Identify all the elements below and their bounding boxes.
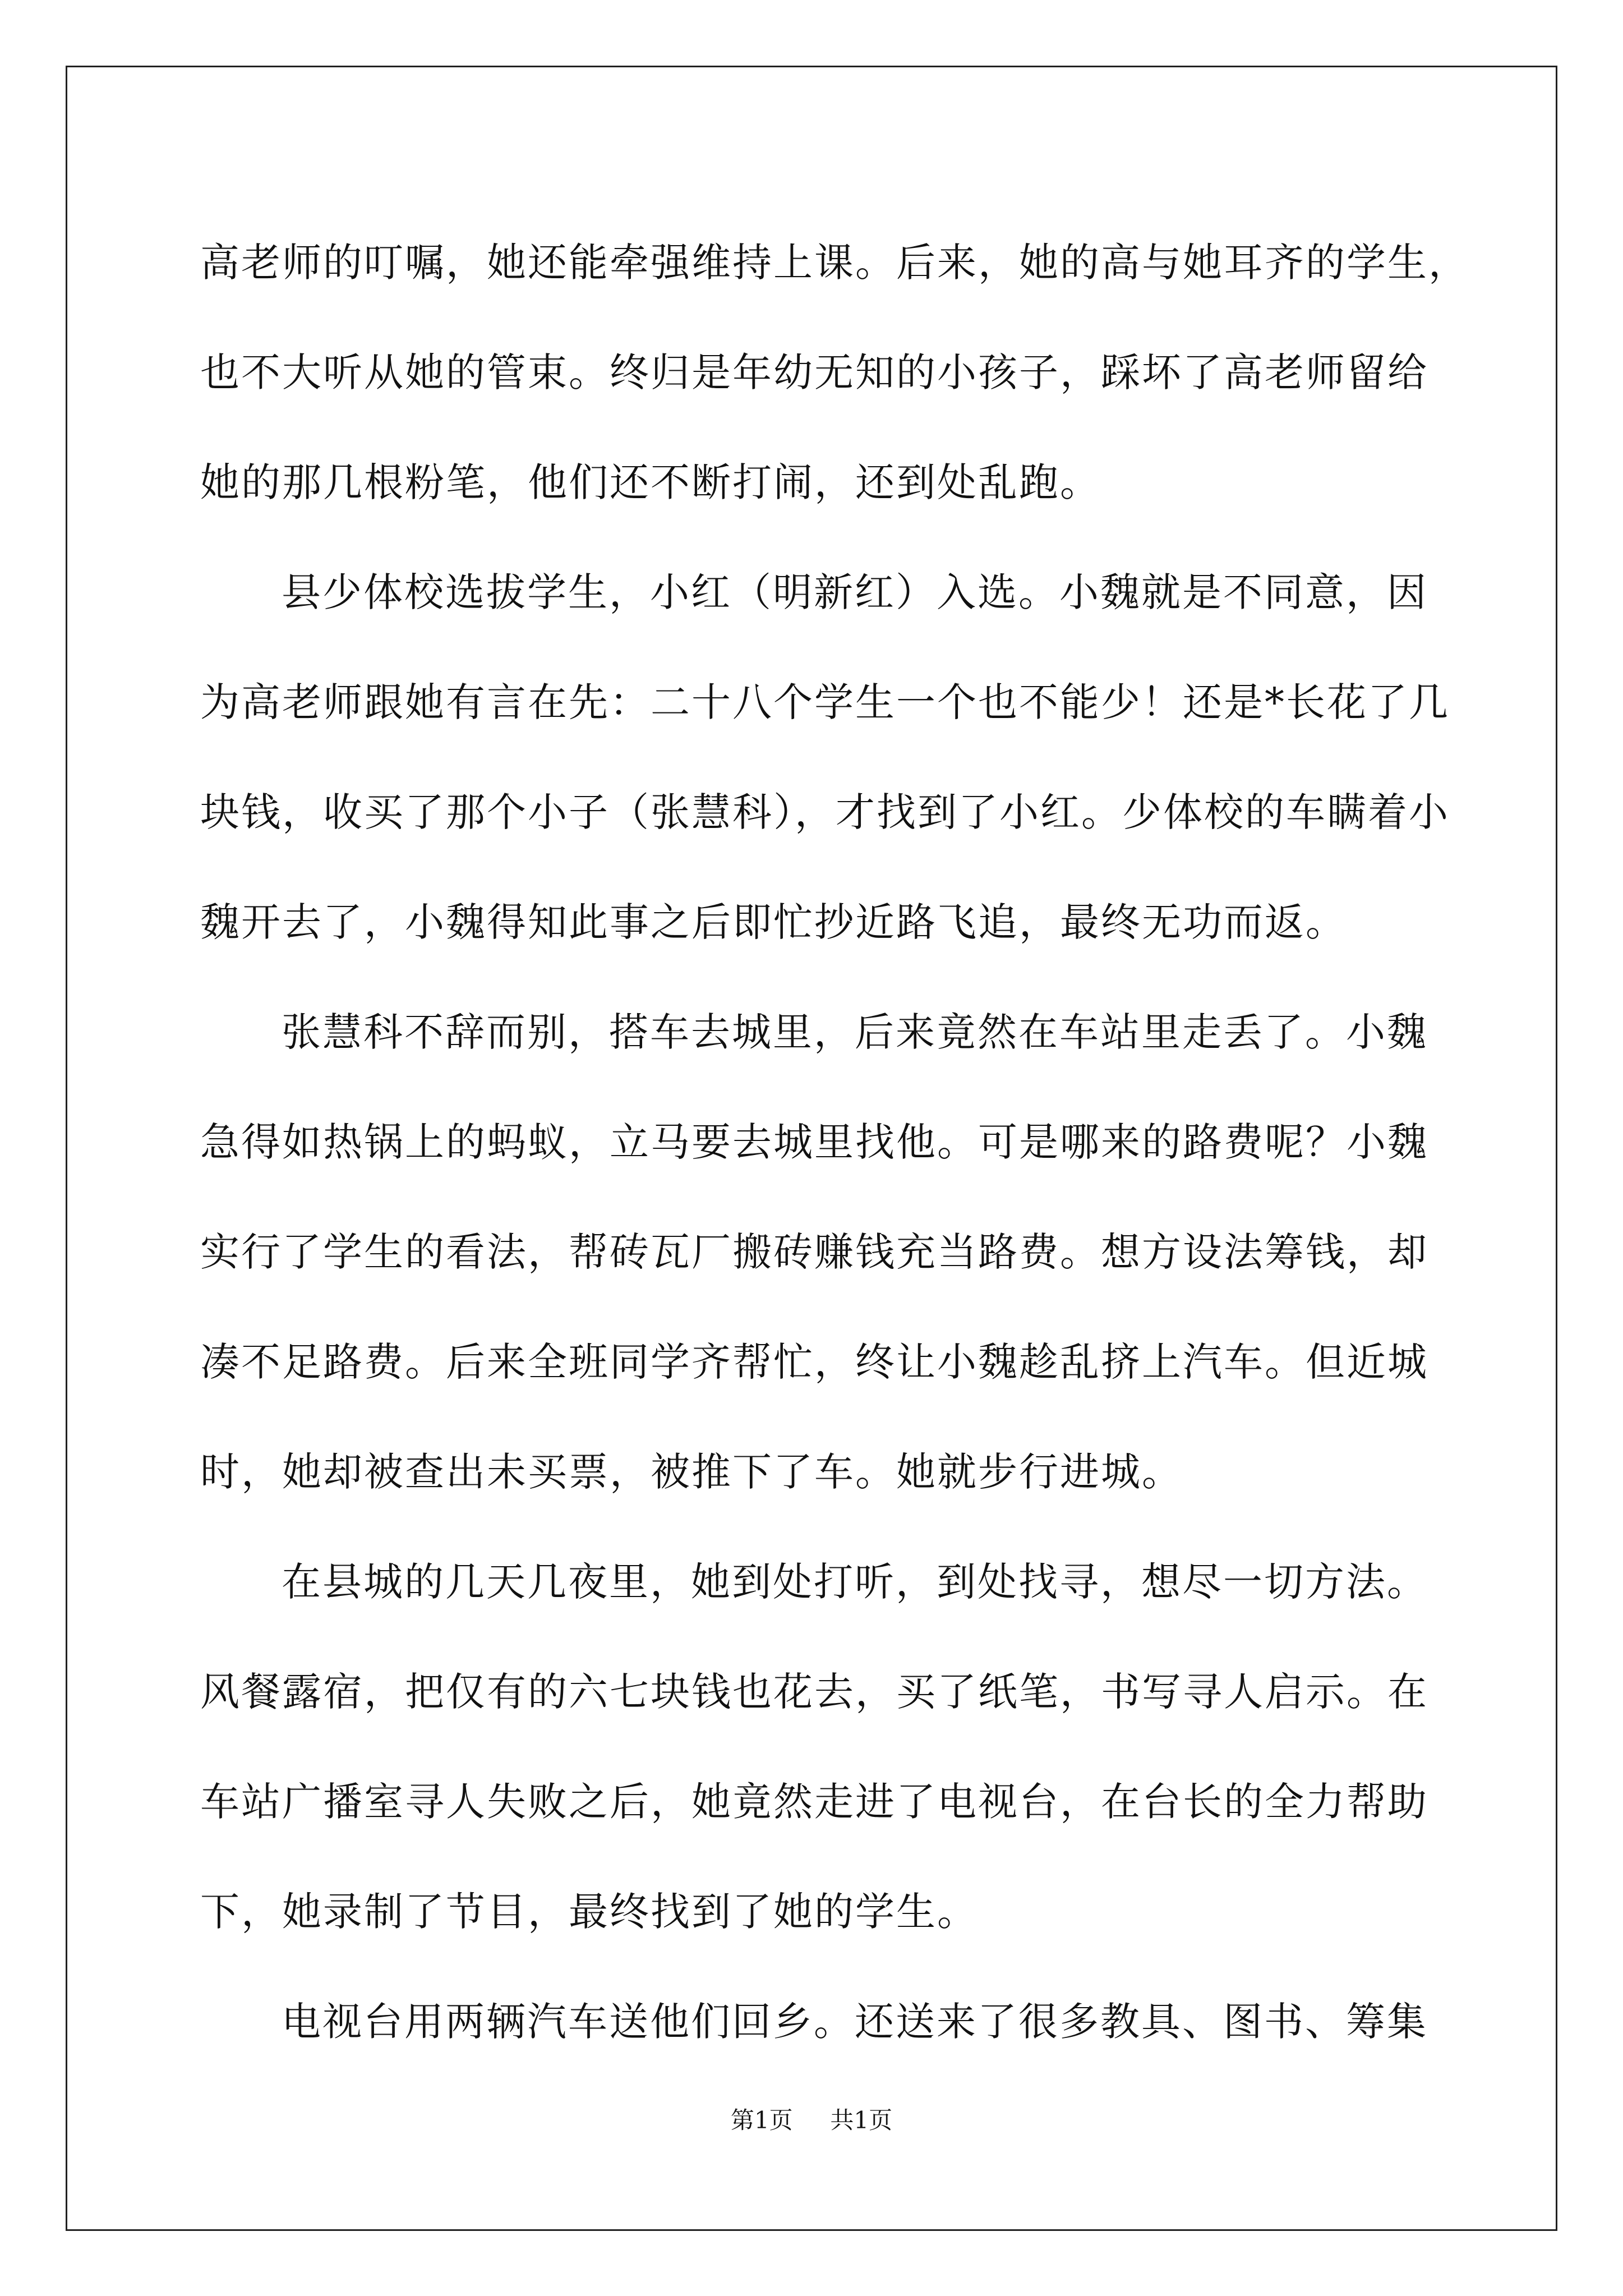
paragraph-start-line: 在县城的几天几夜里，她到处打听，到处找寻，想尽一切方法。 — [282, 1559, 1428, 1605]
text-line: 为高老师跟她有言在先：二十八个学生一个也不能少！还是*长花了几 — [200, 679, 1450, 725]
text-line: 她的那几根粉笔，他们还不断打闹，还到处乱跑。 — [200, 459, 1101, 505]
paragraph-start-line: 县少体校选拔学生，小红（明新红）入选。小魏就是不同意，因 — [282, 569, 1428, 615]
paragraph-start-line: 张慧科不辞而别，搭车去城里，后来竟然在车站里走丢了。小魏 — [282, 1009, 1428, 1055]
text-line: 凑不足路费。后来全班同学齐帮忙，终让小魏趁乱挤上汽车。但近城 — [200, 1339, 1428, 1385]
text-line: 风餐露宿，把仅有的六七块钱也花去，买了纸笔，书写寻人启示。在 — [200, 1669, 1428, 1715]
text-line: 魏开去了，小魏得知此事之后即忙抄近路飞追，最终无功而返。 — [200, 899, 1347, 945]
text-line: 急得如热锅上的蚂蚁，立马要去城里找他。可是哪来的路费呢？小魏 — [200, 1119, 1428, 1165]
text-line: 车站广播室寻人失败之后，她竟然走进了电视台，在台长的全力帮助 — [200, 1779, 1428, 1825]
text-line: 块钱，收买了那个小子（张慧科），才找到了小红。少体校的车瞒着小 — [200, 789, 1450, 835]
text-line: 时，她却被查出未买票，被推下了车。她就步行进城。 — [200, 1449, 1183, 1495]
document-body — [200, 208, 1469, 2077]
page-number: 第1页 — [730, 2106, 793, 2134]
page-footer — [0, 2104, 1623, 2137]
paragraph-start-line: 电视台用两辆汽车送他们回乡。还送来了很多教具、图书、筹集 — [282, 1999, 1428, 2045]
text-line: 实行了学生的看法，帮砖瓦厂搬砖赚钱充当路费。想方设法筹钱，却 — [200, 1229, 1428, 1275]
text-line: 也不大听从她的管束。终归是年幼无知的小孩子，踩坏了高老师留给 — [200, 349, 1428, 395]
page-total: 共1页 — [830, 2106, 893, 2134]
text-line: 下，她录制了节目，最终找到了她的学生。 — [200, 1889, 978, 1935]
text-line: 高老师的叮嘱，她还能牵强维持上课。后来，她的高与她耳齐的学生， — [200, 240, 1469, 286]
